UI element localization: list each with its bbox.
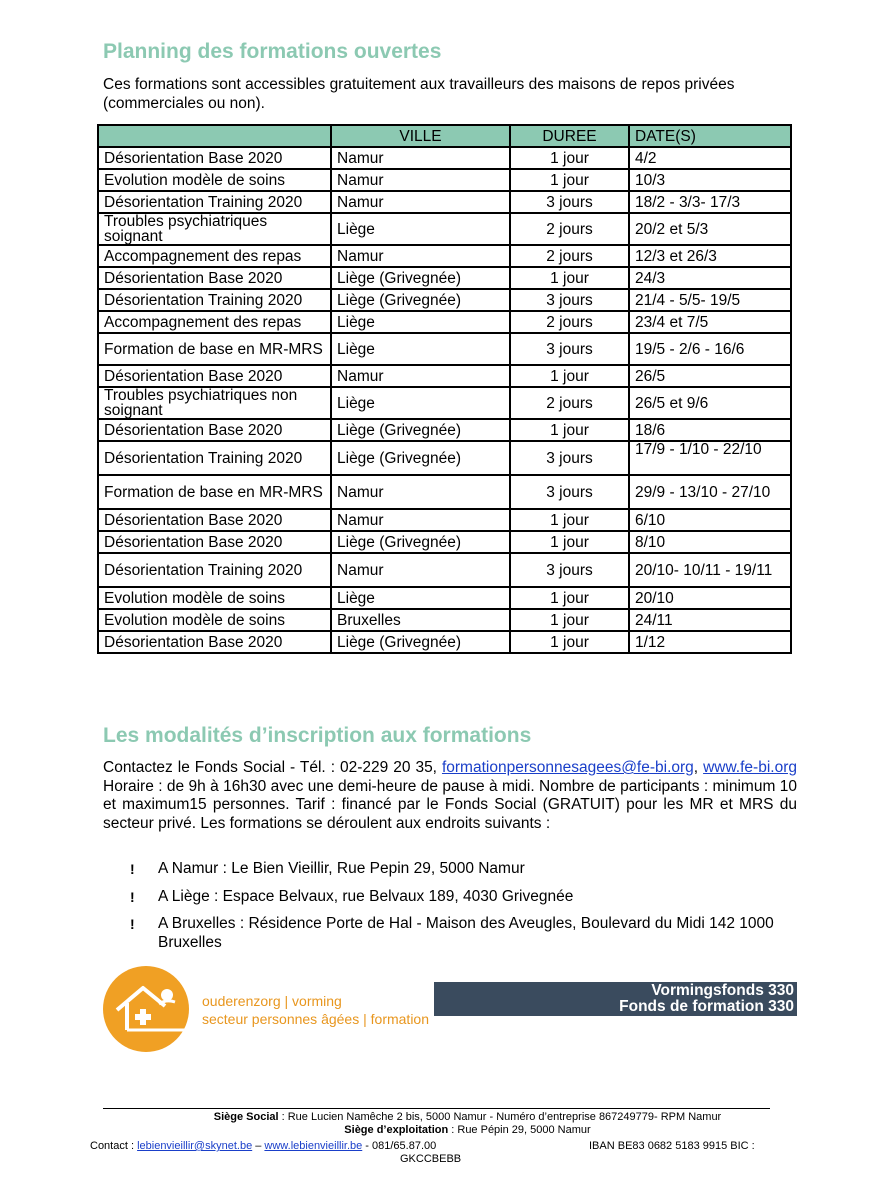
header-duration: DUREE — [510, 125, 629, 147]
table-row — [98, 531, 791, 553]
cell-city: Namur — [331, 147, 510, 169]
table-row — [98, 609, 791, 631]
location-liege: A Liège : Espace Belvaux, rue Belvaux 189, 4030 Grivegnée — [158, 887, 574, 905]
list-item — [128, 860, 798, 879]
cell-training: Troubles psychiatriques soignant — [98, 213, 331, 245]
contact-dash: – — [252, 1140, 265, 1152]
paragraph-rest: Horaire : de 9h à 16h30 avec une demi-heure de pause à midi. Nombre de participants : minimum 10 et maximum15 personnes. Tarif : financé par le Fonds Social (GRATUIT) pour les MR et MRS du secteur privé. Les formations se déroulent aux endroits suivants : — [103, 777, 797, 832]
cell-city: Liège — [331, 213, 510, 245]
registration-paragraph — [103, 759, 797, 833]
cell-dates: 20/10 — [629, 587, 791, 609]
logo-separator: | — [284, 993, 289, 1009]
email-link[interactable]: formationpersonnesagees@fe-bi.org — [441, 759, 694, 776]
website-link[interactable]: www.fe-bi.org — [703, 759, 797, 776]
logo-line2-b: formation — [370, 1011, 429, 1027]
location-bruxelles: A Bruxelles : Résidence Porte de Hal - Maison des Aveugles, Boulevard du Midi 142 1000 Bruxelles — [158, 915, 774, 951]
table-row — [98, 475, 791, 509]
logo-separator: | — [363, 1011, 367, 1027]
cell-training: Formation de base en MR-MRS — [98, 333, 331, 365]
siege-expl-label: Siège d’exploitation — [344, 1124, 449, 1136]
contact-email-link[interactable]: lebienvieillir@skynet.be — [137, 1140, 253, 1152]
cell-city: Liège — [331, 587, 510, 609]
fund-banner — [434, 982, 797, 1016]
table-row — [98, 169, 791, 191]
cell-duration: 1 jour — [510, 169, 629, 191]
cell-dates: 24/3 — [629, 267, 791, 289]
cell-city: Liège (Grivegnée) — [331, 267, 510, 289]
training-schedule-table — [97, 124, 792, 654]
cell-dates: 4/2 — [629, 147, 791, 169]
cell-city: Liège (Grivegnée) — [331, 289, 510, 311]
cell-duration: 1 jour — [510, 365, 629, 387]
cell-training: Désorientation Base 2020 — [98, 419, 331, 441]
fund-line2: Fonds de formation 330 — [619, 998, 794, 1015]
cell-duration: 3 jours — [510, 289, 629, 311]
cell-duration: 1 jour — [510, 609, 629, 631]
cell-dates: 20/2 et 5/3 — [629, 213, 791, 245]
cell-training: Désorientation Training 2020 — [98, 289, 331, 311]
cell-city: Namur — [331, 245, 510, 267]
footer-iban: IBAN BE83 0682 5183 9915 BIC : — [589, 1140, 755, 1152]
cell-dates: 29/9 - 13/10 - 27/10 — [629, 475, 791, 509]
cell-dates: 26/5 — [629, 365, 791, 387]
cell-city: Liège — [331, 387, 510, 419]
planning-intro: Ces formations sont accessibles gratuitement aux travailleurs des maisons de repos privées (commerciales ou non). — [103, 76, 735, 112]
house-cross-logo-icon — [103, 966, 189, 1052]
cell-training: Accompagnement des repas — [98, 245, 331, 267]
cell-duration: 1 jour — [510, 267, 629, 289]
siege-expl-text: : Rue Pépin 29, 5000 Namur — [448, 1124, 591, 1136]
table-row — [98, 441, 791, 475]
cell-city: Namur — [331, 509, 510, 531]
table-row — [98, 631, 791, 653]
cell-training: Désorientation Training 2020 — [98, 441, 331, 475]
cell-training: Désorientation Training 2020 — [98, 191, 331, 213]
cell-dates: 20/10- 10/11 - 19/11 — [629, 553, 791, 587]
cell-duration: 1 jour — [510, 147, 629, 169]
cell-city: Liège — [331, 333, 510, 365]
cell-training: Désorientation Base 2020 — [98, 509, 331, 531]
table-row — [98, 509, 791, 531]
contact-phone: - 081/65.87.00 — [362, 1140, 437, 1152]
bullet-icon: ! — [130, 861, 135, 877]
cell-duration: 3 jours — [510, 333, 629, 365]
cell-dates: 23/4 et 7/5 — [629, 311, 791, 333]
cell-dates: 24/11 — [629, 609, 791, 631]
table-row — [98, 333, 791, 365]
bullet-icon: ! — [130, 916, 135, 932]
table-row — [98, 365, 791, 387]
cell-duration: 1 jour — [510, 509, 629, 531]
cell-city: Namur — [331, 169, 510, 191]
cell-dates: 26/5 et 9/6 — [629, 387, 791, 419]
contact-site-link[interactable]: www.lebienvieillir.be — [264, 1140, 363, 1152]
cell-city: Liège (Grivegnée) — [331, 631, 510, 653]
cell-city: Namur — [331, 553, 510, 587]
cell-duration: 1 jour — [510, 531, 629, 553]
cell-duration: 3 jours — [510, 441, 629, 475]
cell-city: Bruxelles — [331, 609, 510, 631]
table-row — [98, 289, 791, 311]
table-row — [98, 245, 791, 267]
paragraph-comma: , — [693, 759, 704, 776]
cell-training: Désorientation Base 2020 — [98, 267, 331, 289]
logo-line2-a: secteur personnes âgées — [202, 1011, 360, 1027]
cell-training: Désorientation Base 2020 — [98, 147, 331, 169]
logo-wordmark — [202, 992, 429, 1028]
table-row — [98, 553, 791, 587]
cell-training: Désorientation Training 2020 — [98, 553, 331, 587]
table-row — [98, 387, 791, 419]
siege-social-text: : Rue Lucien Namêche 2 bis, 5000 Namur - Numéro d’entreprise 867249779- RPM Namur — [278, 1111, 722, 1123]
cell-dates: 18/6 — [629, 419, 791, 441]
table-row — [98, 587, 791, 609]
table-row — [98, 311, 791, 333]
cell-duration: 1 jour — [510, 419, 629, 441]
cell-city: Liège — [331, 311, 510, 333]
locations-list — [128, 860, 798, 961]
cell-dates: 1/12 — [629, 631, 791, 653]
cell-dates: 8/10 — [629, 531, 791, 553]
cell-duration: 2 jours — [510, 213, 629, 245]
table-body — [98, 147, 791, 653]
cell-duration: 2 jours — [510, 245, 629, 267]
table-row — [98, 191, 791, 213]
footer-divider — [103, 1108, 770, 1109]
cell-duration: 1 jour — [510, 587, 629, 609]
table-row — [98, 213, 791, 245]
table-row — [98, 267, 791, 289]
cell-training: Désorientation Base 2020 — [98, 631, 331, 653]
cell-training: Accompagnement des repas — [98, 311, 331, 333]
footer-contact — [90, 1140, 436, 1153]
footer-bic: GKCCBEBB — [400, 1153, 462, 1165]
cell-training: Evolution modèle de soins — [98, 587, 331, 609]
cell-training: Troubles psychiatriques non soignant — [98, 387, 331, 419]
section-title-planning: Planning des formations ouvertes — [103, 40, 442, 63]
cell-duration: 3 jours — [510, 191, 629, 213]
section-title-modalites: Les modalités d’inscription aux formations — [103, 724, 532, 747]
cell-city: Namur — [331, 475, 510, 509]
cell-duration: 3 jours — [510, 553, 629, 587]
header-dates: DATE(S) — [629, 125, 791, 147]
contact-label: Contact : — [90, 1140, 138, 1152]
cell-training: Evolution modèle de soins — [98, 169, 331, 191]
cell-dates: 12/3 et 26/3 — [629, 245, 791, 267]
footer-siege-social — [0, 1111, 891, 1124]
logo-line1-a: ouderenzorg — [202, 993, 281, 1009]
header-training — [98, 125, 331, 147]
cell-dates: 21/4 - 5/5- 19/5 — [629, 289, 791, 311]
table-row — [98, 147, 791, 169]
cell-city: Namur — [331, 365, 510, 387]
logo-line1-b: vorming — [292, 993, 342, 1009]
paragraph-start: Contactez le Fonds Social - Tél. : 02-229 20 35, — [103, 759, 442, 776]
footer-siege-exploitation — [0, 1124, 891, 1137]
cell-city: Liège (Grivegnée) — [331, 531, 510, 553]
cell-dates: 19/5 - 2/6 - 16/6 — [629, 333, 791, 365]
cell-duration: 1 jour — [510, 631, 629, 653]
cell-city: Namur — [331, 191, 510, 213]
location-namur: A Namur : Le Bien Vieillir, Rue Pepin 29, 5000 Namur — [158, 860, 525, 877]
cell-city: Liège (Grivegnée) — [331, 419, 510, 441]
cell-duration: 2 jours — [510, 387, 629, 419]
cell-training: Formation de base en MR-MRS — [98, 475, 331, 509]
list-item — [128, 888, 798, 907]
fund-line1: Vormingsfonds 330 — [651, 982, 794, 999]
cell-duration: 2 jours — [510, 311, 629, 333]
cell-training: Désorientation Base 2020 — [98, 365, 331, 387]
cell-dates: 6/10 — [629, 509, 791, 531]
cell-dates: 17/9 - 1/10 - 22/10 — [629, 441, 791, 475]
table-row — [98, 419, 791, 441]
header-city: VILLE — [331, 125, 510, 147]
cell-training: Evolution modèle de soins — [98, 609, 331, 631]
cell-dates: 18/2 - 3/3- 17/3 — [629, 191, 791, 213]
cell-duration: 3 jours — [510, 475, 629, 509]
cell-dates: 10/3 — [629, 169, 791, 191]
table-header-row — [98, 125, 791, 147]
cell-training: Désorientation Base 2020 — [98, 531, 331, 553]
list-item — [128, 915, 798, 952]
cell-city: Liège (Grivegnée) — [331, 441, 510, 475]
siege-social-label: Siège Social — [213, 1111, 279, 1123]
bullet-icon: ! — [130, 888, 135, 905]
